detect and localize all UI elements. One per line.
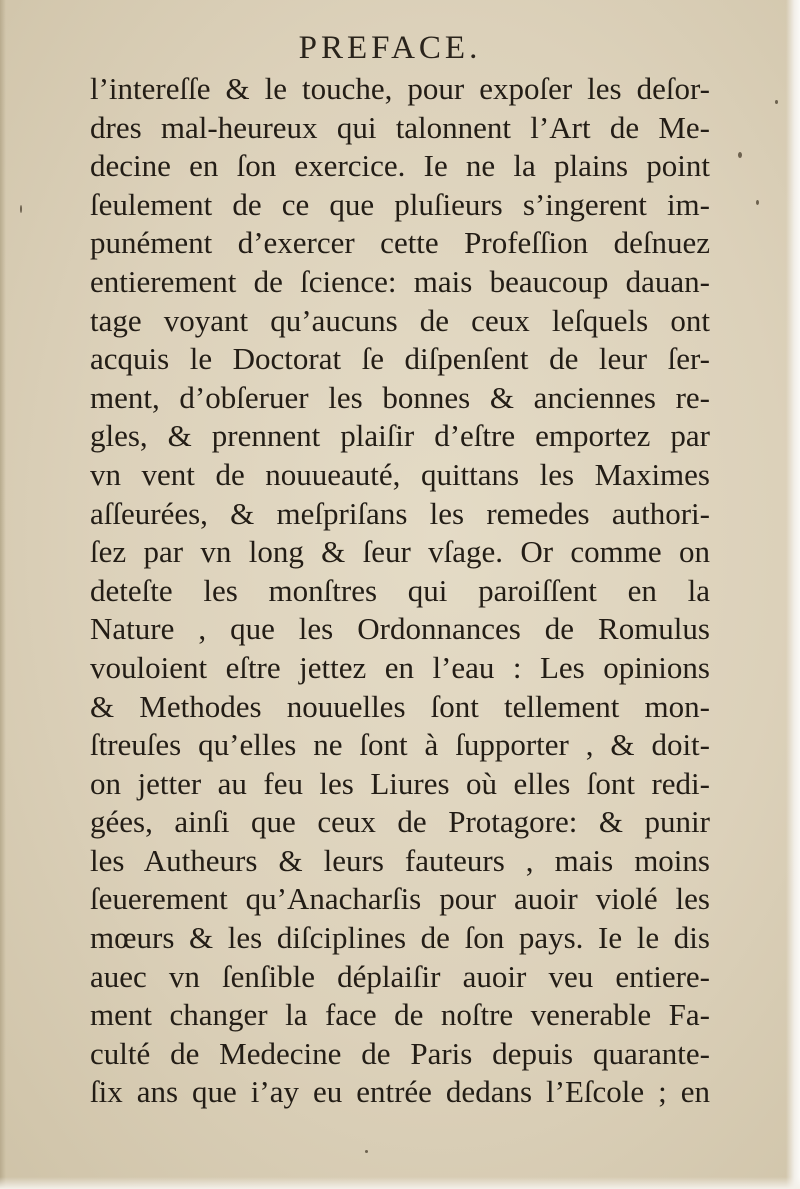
paper-speck xyxy=(775,100,778,104)
text-line: les Autheurs & leurs fauteurs , mais moins xyxy=(90,842,710,878)
text-line: entierement de ſcience: mais beaucoup dauan- xyxy=(90,263,710,299)
text-line: l’intereſſe & le touche, pour expoſer les deſor- xyxy=(90,71,710,106)
text-line: tage voyant qu’aucuns de ceux leſquels ont xyxy=(90,302,710,338)
text-line: on jetter au feu les Liures où elles ſont redi- xyxy=(90,765,710,801)
paper-speck xyxy=(20,205,22,213)
text-line: vn vent de nouueauté, quittans les Maximes xyxy=(90,456,710,492)
text-line: vouloient eſtre jettez en l’eau : Les opinions xyxy=(90,649,710,685)
text-line: acquis le Doctorat ſe diſpenſent de leur ſer- xyxy=(90,341,710,377)
text-line: ſix ans que i’ay eu entrée dedans l’Eſcole ; en xyxy=(90,1074,710,1110)
text-line: Nature , que les Ordonnances de Romulus xyxy=(90,611,710,647)
text-line: ſeuerement qu’Anacharſis pour auoir violé les xyxy=(90,881,710,917)
text-line: auec vn ſenſible déplaiſir auoir veu entiere- xyxy=(90,958,710,994)
text-line: decine en ſon exercice. Ie ne la plains point xyxy=(90,148,710,184)
text-line: ſtreuſes qu’elles ne ſont à ſupporter , & doit- xyxy=(90,727,710,763)
body-text xyxy=(90,70,710,1112)
text-line: ment, d’obſeruer les bonnes & anciennes re- xyxy=(90,379,710,415)
text-line: aſſeurées, & meſpriſans les remedes authori- xyxy=(90,495,710,531)
paper-speck xyxy=(756,200,759,205)
text-line: culté de Medecine de Paris depuis quarante- xyxy=(90,1035,710,1071)
running-head: PREFACE. xyxy=(298,30,482,66)
text-line: mœurs & les diſciplines de ſon pays. Ie le dis xyxy=(90,920,710,956)
text-line: ſez par vn long & ſeur vſage. Or comme on xyxy=(90,534,710,570)
text-line: gées, ainſi que ceux de Protagore: & punir xyxy=(90,804,710,840)
text-line: ſeulement de ce que pluſieurs s’ingerent im- xyxy=(90,186,710,222)
text-line: dres mal-heureux qui talonnent l’Art de Me- xyxy=(90,109,710,145)
paper-speck xyxy=(738,152,742,158)
text-line: punément d’exercer cette Profeſſion deſnuez xyxy=(90,225,710,261)
text-line: gles, & prennent plaiſir d’eſtre emportez par xyxy=(90,418,710,454)
text-line: deteſte les monſtres qui paroiſſent en la xyxy=(90,572,710,608)
text-line: ment changer la face de noſtre venerable Fa- xyxy=(90,997,710,1033)
paper-speck xyxy=(365,1150,368,1153)
scan-edge-right xyxy=(786,0,800,1189)
text-line: & Methodes nouuelles ſont tellement mon- xyxy=(90,688,710,724)
scan-edge-bottom xyxy=(0,1177,800,1189)
page-gutter-shadow xyxy=(0,0,6,1189)
